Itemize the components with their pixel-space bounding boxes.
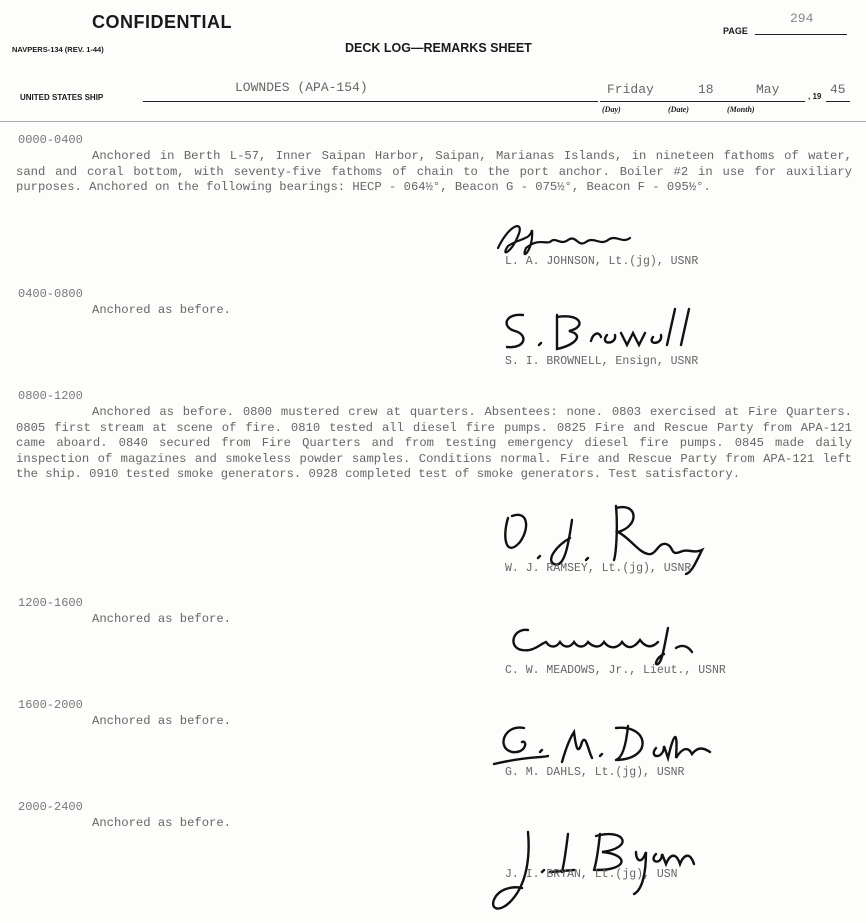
officer-signature: C. W. MEADOWS, Jr., Lieut., USNR [505,664,726,677]
entry-remarks: Anchored as before. [92,714,231,728]
watch-time: 0000-0400 [18,133,83,147]
entry-remarks: Anchored as before. [92,612,231,626]
watch-time: 1600-2000 [18,698,83,712]
officer-signature: G. M. DAHLS, Lt.(jg), USNR [505,766,685,779]
watch-time: 2000-2400 [18,800,83,814]
watch-time: 0800-1200 [18,389,83,403]
form-id: NAVPERS-134 (REV. 1-44) [12,45,104,54]
month-label: (Month) [727,105,755,114]
year-value: 45 [830,82,846,97]
page-label: PAGE [723,26,748,36]
entry-remarks: Anchored in Berth L-57, Inner Saipan Harbor, Saipan, Marianas Islands, in nineteen fathoms of water, sand and coral bottom, with seventy-five fathoms of chain to the port anchor. Boiler #2 in use for auxiliary purposes. Anchored on the following bearings: HECP - 064½°, Beacon G - 075½°, Beacon F - 095½°. [16,149,852,194]
ship-line [143,101,598,102]
page-number: 294 [790,11,814,26]
page-number-line [755,34,847,35]
signature-dahls [488,718,728,770]
officer-signature: S. I. BROWNELL, Ensign, USNR [505,355,699,368]
entry-remarks: Anchored as before. 0800 mustered crew at quarters. Absentees: none. 0803 exercised at Fire Quarters. 0805 first stream at scene of fire. 0810 tested all diesel fire pumps. 0825 Fire and Rescue Party from APA-121 came aboard. 0840 secured from Fire Quarters and from testing emergency diesel fire pumps. 0845 made daily inspection of magazines and smokeless powder samples. Conditions normal. Fire and Rescue Party from APA-121 left the ship. 0910 tested smoke generators. 0928 completed test of smoke generators. Test satisfactory. [16,405,852,481]
date-label: (Date) [668,105,689,114]
signature-brownell [495,305,705,355]
year-prefix: , 19 [808,92,822,101]
officer-signature: W. J. RAMSEY, Lt.(jg), USNR [505,562,692,575]
month-value: May [756,82,780,97]
day-value: Friday [607,82,654,97]
year-line [826,101,850,102]
date-line [600,101,805,102]
day-label: (Day) [602,105,621,114]
watch-time: 1200-1600 [18,596,83,610]
date-value: 18 [698,82,714,97]
header-rule [0,121,866,122]
ship-label: UNITED STATES SHIP [20,93,104,102]
officer-signature: J. I. BRYAN, Lt.(jg), USN [505,868,678,881]
sheet-title: DECK LOG—REMARKS SHEET [345,41,532,55]
watch-time: 0400-0800 [18,287,83,301]
entry-remarks: Anchored as before. [92,816,231,830]
signature-meadows [500,618,700,668]
classification-heading: CONFIDENTIAL [92,12,232,32]
ship-name: LOWNDES (APA-154) [235,80,368,95]
entry-remarks: Anchored as before. [92,303,231,317]
officer-signature: L. A. JOHNSON, Lt.(jg), USNR [505,255,699,268]
